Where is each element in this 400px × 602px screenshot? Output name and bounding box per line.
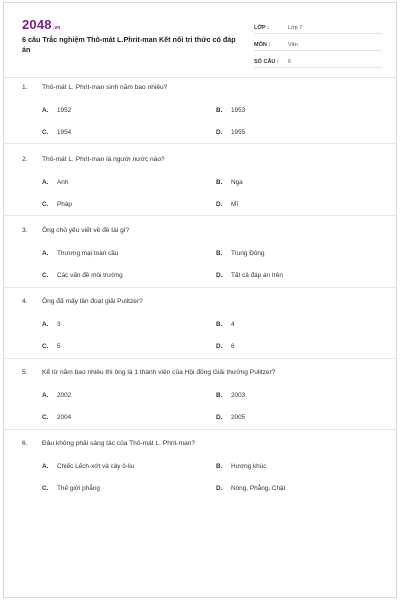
option-text: Trung Đông: [231, 250, 265, 257]
option-text: Nóng, Phẳng, Chật: [231, 485, 286, 492]
option-letter: D.: [216, 343, 223, 350]
question-text: [22, 156, 165, 163]
logo-text: 2048: [22, 17, 52, 32]
meta-row-class: [254, 17, 382, 34]
option-c[interactable]: [42, 485, 100, 492]
option-text: Các vấn đề môi trường: [57, 272, 123, 279]
question-text: [22, 84, 167, 91]
question-number: 4.: [22, 298, 28, 305]
option-letter: A.: [42, 392, 49, 399]
option-letter: B.: [216, 321, 223, 328]
option-text: 3: [57, 321, 61, 328]
option-text: 1954: [57, 129, 72, 136]
option-letter: D.: [216, 201, 223, 208]
option-text: 4: [231, 321, 235, 328]
option-text: 2004: [57, 414, 72, 421]
meta-row-count: [254, 51, 382, 68]
quiz-page: [3, 2, 397, 598]
option-text: Mĩ: [231, 201, 239, 208]
option-text: Thế giới phẳng: [57, 485, 100, 492]
option-d[interactable]: [216, 272, 283, 279]
meta-value: Lớp 7: [288, 25, 303, 31]
option-d[interactable]: [216, 485, 285, 492]
question-number: 2.: [22, 156, 28, 163]
option-d[interactable]: [216, 343, 235, 350]
meta-row-subject: [254, 34, 382, 51]
option-text: 1952: [57, 107, 72, 114]
option-b[interactable]: [216, 179, 243, 186]
option-d[interactable]: [216, 414, 245, 421]
option-letter: A.: [42, 321, 49, 328]
option-letter: C.: [42, 129, 49, 136]
option-c[interactable]: [42, 343, 61, 350]
option-d[interactable]: [216, 201, 238, 208]
option-d[interactable]: [216, 129, 245, 136]
question-label: Kể từ năm bao nhiêu thì ông là 1 thành viên của Hội đồng Giải thưởng Pulitzer?: [42, 369, 276, 376]
option-letter: C.: [42, 485, 49, 492]
meta-value: Văn: [288, 42, 298, 48]
site-logo[interactable]: [22, 17, 61, 32]
option-text: Nga: [231, 179, 243, 186]
option-letter: A.: [42, 179, 49, 186]
option-text: 2005: [231, 414, 246, 421]
question-divider: [4, 215, 396, 216]
option-c[interactable]: [42, 129, 71, 136]
question-text: [22, 440, 195, 447]
question-divider: [4, 358, 396, 359]
option-b[interactable]: [216, 392, 245, 399]
question-label: Ông đã mấy lần đoạt giải Pulitzer?: [42, 298, 143, 305]
option-a[interactable]: [42, 107, 71, 114]
option-letter: D.: [216, 129, 223, 136]
question-divider: [4, 429, 396, 430]
question-text: [22, 227, 129, 234]
meta-panel: [254, 17, 382, 68]
option-b[interactable]: [216, 107, 245, 114]
option-text: Chiếc Lếch-xớt và cây ô-liu: [57, 463, 135, 470]
question-divider: [4, 143, 396, 144]
option-c[interactable]: [42, 414, 71, 421]
option-a[interactable]: [42, 392, 71, 399]
logo-suffix: .vn: [52, 25, 61, 31]
option-b[interactable]: [216, 321, 235, 328]
question-number: 3.: [22, 227, 28, 234]
option-text: 1953: [231, 107, 246, 114]
option-letter: A.: [42, 250, 49, 257]
question-text: [22, 298, 143, 305]
option-letter: D.: [216, 272, 223, 279]
option-c[interactable]: [42, 272, 123, 279]
option-text: 6: [231, 343, 235, 350]
option-text: Hương khúc: [231, 463, 267, 470]
option-text: 1955: [231, 129, 246, 136]
option-text: Tất cả đáp án trên: [231, 272, 283, 279]
option-letter: C.: [42, 414, 49, 421]
page-header: [4, 3, 396, 78]
option-letter: C.: [42, 343, 49, 350]
option-letter: D.: [216, 414, 223, 421]
question-text: [22, 369, 275, 376]
meta-label: LỚP :: [254, 25, 269, 31]
question-divider: [4, 287, 396, 288]
option-letter: B.: [216, 463, 223, 470]
option-a[interactable]: [42, 250, 118, 257]
question-number: 5.: [22, 369, 28, 376]
option-letter: B.: [216, 250, 223, 257]
option-text: Anh: [57, 179, 69, 186]
option-letter: A.: [42, 463, 49, 470]
option-a[interactable]: [42, 463, 134, 470]
option-letter: B.: [216, 392, 223, 399]
question-label: Đâu không phải sáng tác của Thô-mát L. Phrit-man?: [42, 440, 196, 447]
question-label: Thô-mát L. Phrit-man là người nước nào?: [42, 156, 165, 163]
option-letter: B.: [216, 107, 223, 114]
question-number: 6.: [22, 440, 28, 447]
meta-value: 6: [288, 59, 292, 65]
option-text: 2002: [57, 392, 72, 399]
option-letter: C.: [42, 272, 49, 279]
option-letter: A.: [42, 107, 49, 114]
option-letter: B.: [216, 179, 223, 186]
meta-label: SỐ CÂU :: [254, 59, 279, 65]
option-a[interactable]: [42, 321, 61, 328]
option-letter: D.: [216, 485, 223, 492]
option-text: Pháp: [57, 201, 72, 208]
page-title: 6 câu Trắc nghiệm Thô-mát L.Phrit-man Kết nối tri thức có đáp án: [22, 35, 236, 54]
option-c[interactable]: [42, 201, 72, 208]
option-letter: C.: [42, 201, 49, 208]
question-number: 1.: [22, 84, 28, 91]
option-text: Thương mại toàn cầu: [57, 250, 119, 257]
question-label: Thô-mát L. Phrit-man sinh năm bao nhiêu?: [42, 84, 168, 91]
question-label: Ông chủ yếu viết về đề tài gì?: [42, 227, 130, 234]
meta-label: MÔN :: [254, 42, 271, 48]
option-b[interactable]: [216, 250, 265, 257]
option-text: 2003: [231, 392, 246, 399]
option-text: 5: [57, 343, 61, 350]
option-a[interactable]: [42, 179, 68, 186]
option-b[interactable]: [216, 463, 266, 470]
